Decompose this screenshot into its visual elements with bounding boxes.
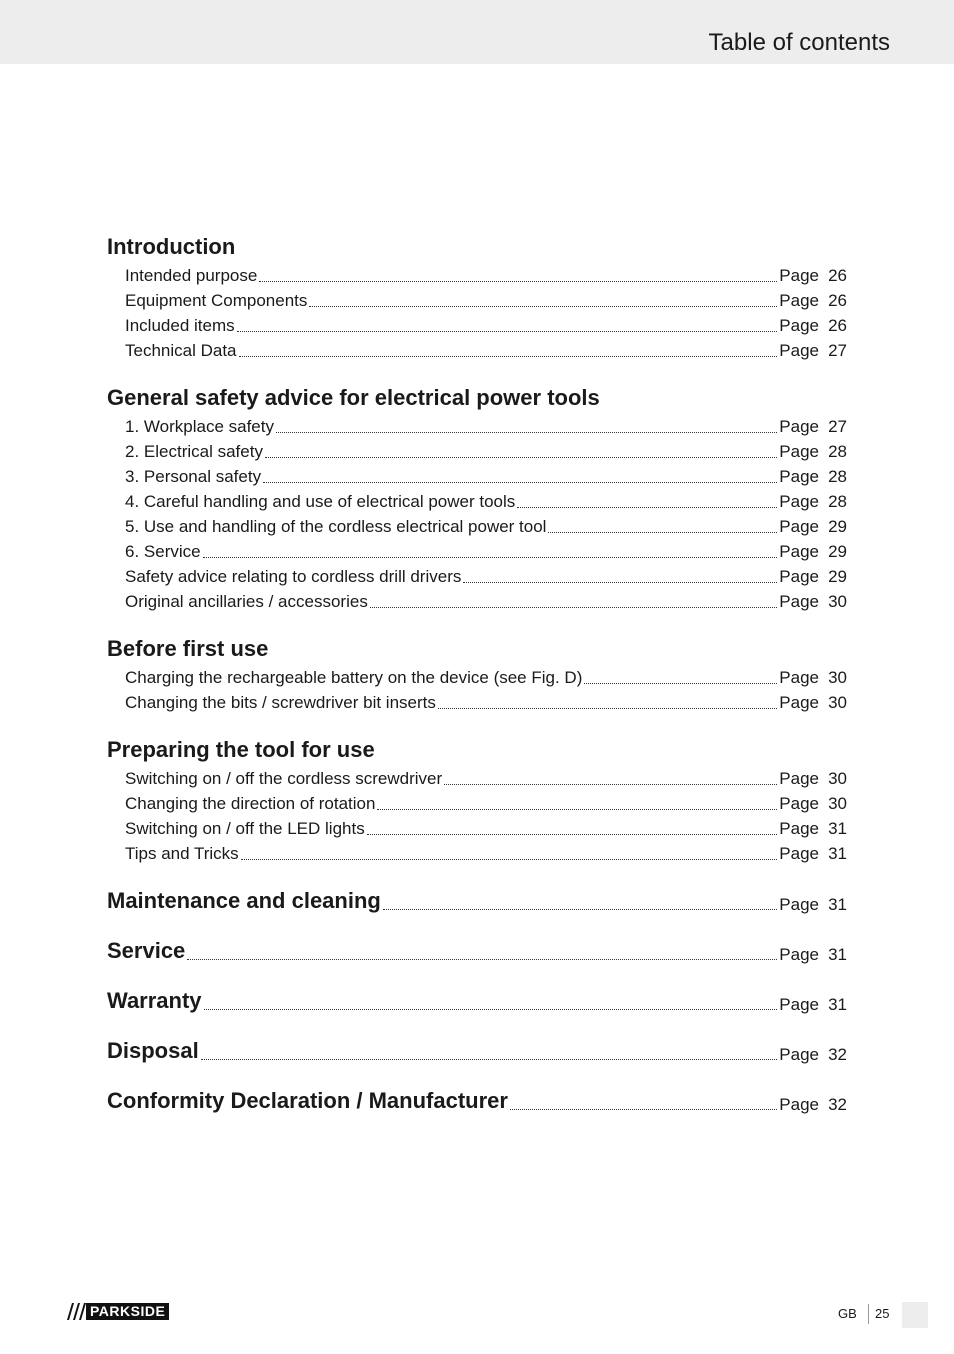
toc-entry[interactable] xyxy=(125,689,847,714)
dot-leader xyxy=(510,1109,777,1110)
toc-entry-page-word: Page xyxy=(779,769,819,788)
toc-standalone-title: Disposal xyxy=(107,1038,199,1063)
dot-leader xyxy=(444,784,777,785)
dot-leader xyxy=(259,281,777,282)
toc-entry-page-number: 30 xyxy=(828,769,847,788)
toc-section-heading: Before first use xyxy=(107,636,269,661)
dot-leader xyxy=(517,507,777,508)
toc-entry-page-number: 32 xyxy=(828,1045,847,1064)
toc-entry-page-word: Page xyxy=(779,819,819,838)
dot-leader xyxy=(203,557,778,558)
toc-entry-page-word: Page xyxy=(779,592,819,611)
toc-entry[interactable] xyxy=(125,765,847,790)
toc-entry-page-number: 30 xyxy=(828,592,847,611)
dot-leader xyxy=(241,859,778,860)
brand-logo xyxy=(64,1303,169,1320)
toc-entry-page-number: 30 xyxy=(828,794,847,813)
toc-entry-page-word: Page xyxy=(779,492,819,511)
toc-entry[interactable] xyxy=(125,438,847,463)
toc-entry-page-word: Page xyxy=(779,668,819,687)
toc-entry-page-word: Page xyxy=(779,794,819,813)
toc-entry-page-number: 29 xyxy=(828,517,847,536)
dot-leader xyxy=(187,959,777,960)
toc-standalone-entry[interactable] xyxy=(107,936,847,966)
dot-leader xyxy=(377,809,777,810)
footer-divider xyxy=(868,1304,869,1324)
toc-entry[interactable] xyxy=(125,588,847,613)
toc-entry-list xyxy=(125,413,847,613)
brand-name: PARKSIDE xyxy=(86,1303,169,1320)
dot-leader xyxy=(309,306,777,307)
toc-entry[interactable] xyxy=(125,815,847,840)
footer-page-number: 25 xyxy=(875,1306,890,1321)
toc-entry[interactable] xyxy=(125,337,847,362)
toc-entry[interactable] xyxy=(125,840,847,865)
toc-entry[interactable] xyxy=(125,664,847,689)
toc-entry-page-word: Page xyxy=(779,945,819,964)
toc-entry-page-word: Page xyxy=(779,417,819,436)
toc-standalone-entry[interactable] xyxy=(107,1036,847,1066)
toc-entry[interactable] xyxy=(125,463,847,488)
toc-section-heading: Preparing the tool for use xyxy=(107,737,375,762)
toc-entry-list xyxy=(125,765,847,865)
toc-entry-page-number: 28 xyxy=(828,492,847,511)
toc-entry-label: 3. Personal safety xyxy=(125,467,262,486)
toc-entry-label: Charging the rechargeable battery on the device (see Fig. D) xyxy=(125,668,583,687)
toc-entry-page-number: 32 xyxy=(828,1095,847,1114)
dot-leader xyxy=(201,1059,778,1060)
toc-entry-page-word: Page xyxy=(779,341,819,360)
toc-entry[interactable] xyxy=(125,413,847,438)
toc-entry-label: Included items xyxy=(125,316,235,335)
toc-entry-page-number: 27 xyxy=(828,341,847,360)
toc-entry-page-word: Page xyxy=(779,442,819,461)
toc-entry[interactable] xyxy=(125,287,847,312)
page-title: Table of contents xyxy=(708,29,890,56)
toc-entry-page-word: Page xyxy=(779,291,819,310)
toc-entry-label: 5. Use and handling of the cordless electrical power tool xyxy=(125,517,547,536)
toc-entry-page-word: Page xyxy=(779,517,819,536)
dot-leader xyxy=(367,834,778,835)
dot-leader xyxy=(237,331,778,332)
toc-entry[interactable] xyxy=(125,513,847,538)
toc-entry-page-number: 30 xyxy=(828,693,847,712)
toc-standalone-title: Maintenance and cleaning xyxy=(107,888,381,913)
toc-section-heading: Introduction xyxy=(107,234,236,259)
toc-entry-page-number: 29 xyxy=(828,542,847,561)
toc-entry-page-number: 26 xyxy=(828,266,847,285)
toc-standalone-entry[interactable] xyxy=(107,886,847,916)
toc-entry-page-word: Page xyxy=(779,266,819,285)
toc-section-heading: General safety advice for electrical power tools xyxy=(107,385,600,410)
toc-entry-page-word: Page xyxy=(779,693,819,712)
toc-entry-label: 1. Workplace safety xyxy=(125,417,274,436)
toc-entry-label: Switching on / off the LED lights xyxy=(125,819,365,838)
toc-entry-page-word: Page xyxy=(779,844,819,863)
toc-entry-page-word: Page xyxy=(779,995,819,1014)
dot-leader xyxy=(463,582,777,583)
footer-locale: GB xyxy=(838,1306,857,1321)
dot-leader xyxy=(239,356,778,357)
toc-entry[interactable] xyxy=(125,538,847,563)
toc-entry-label: Equipment Components xyxy=(125,291,308,310)
toc-entry[interactable] xyxy=(125,312,847,337)
toc-entry-page-word: Page xyxy=(779,1095,819,1114)
toc-entry-label: Switching on / off the cordless screwdriver xyxy=(125,769,443,788)
dot-leader xyxy=(548,532,777,533)
toc-entry-label: Changing the direction of rotation xyxy=(125,794,376,813)
toc-entry-list xyxy=(125,262,847,362)
toc-entry[interactable] xyxy=(125,488,847,513)
toc-standalone-entry[interactable] xyxy=(107,1086,847,1116)
toc-entry-label: Tips and Tricks xyxy=(125,844,239,863)
toc-entry-label: 2. Electrical safety xyxy=(125,442,263,461)
toc-entry-page-number: 26 xyxy=(828,291,847,310)
toc-entry-page-word: Page xyxy=(779,1045,819,1064)
toc-standalone-entry[interactable] xyxy=(107,986,847,1016)
dot-leader xyxy=(438,708,777,709)
footer-tab-marker xyxy=(902,1302,928,1328)
dot-leader xyxy=(204,1009,778,1010)
toc-entry-label: Original ancillaries / accessories xyxy=(125,592,368,611)
toc-standalone-title: Warranty xyxy=(107,988,202,1013)
toc-entry-page-number: 27 xyxy=(828,417,847,436)
toc-entry-page-word: Page xyxy=(779,467,819,486)
dot-leader xyxy=(383,909,777,910)
dot-leader xyxy=(265,457,777,458)
dot-leader xyxy=(584,683,777,684)
toc-entry-page-number: 31 xyxy=(828,995,847,1014)
slashes-icon xyxy=(64,1303,86,1320)
toc-entry-label: 4. Careful handling and use of electrical power tools xyxy=(125,492,516,511)
toc-entry[interactable] xyxy=(125,563,847,588)
toc-entry-page-word: Page xyxy=(779,895,819,914)
toc-entry-page-number: 31 xyxy=(828,844,847,863)
toc-entry-page-number: 28 xyxy=(828,467,847,486)
toc-entry-page-number: 30 xyxy=(828,668,847,687)
toc-standalone-title: Conformity Declaration / Manufacturer xyxy=(107,1088,508,1113)
toc-entry-page-number: 31 xyxy=(828,895,847,914)
toc-standalone-title: Service xyxy=(107,938,186,963)
toc-entry-page-word: Page xyxy=(779,542,819,561)
toc-entry-page-number: 31 xyxy=(828,945,847,964)
table-of-contents xyxy=(107,232,847,1136)
toc-entry-page-number: 31 xyxy=(828,819,847,838)
toc-entry-label: Intended purpose xyxy=(125,266,258,285)
toc-entry-page-number: 26 xyxy=(828,316,847,335)
toc-entry-list xyxy=(125,664,847,714)
toc-entry-page-number: 29 xyxy=(828,567,847,586)
toc-entry-label: Technical Data xyxy=(125,341,237,360)
toc-entry[interactable] xyxy=(125,790,847,815)
toc-entry-page-word: Page xyxy=(779,567,819,586)
toc-entry[interactable] xyxy=(125,262,847,287)
toc-entry-label: Safety advice relating to cordless drill drivers xyxy=(125,567,462,586)
dot-leader xyxy=(370,607,777,608)
toc-entry-label: Changing the bits / screwdriver bit inserts xyxy=(125,693,436,712)
dot-leader xyxy=(276,432,777,433)
dot-leader xyxy=(263,482,777,483)
toc-entry-page-number: 28 xyxy=(828,442,847,461)
toc-entry-label: 6. Service xyxy=(125,542,201,561)
toc-entry-page-word: Page xyxy=(779,316,819,335)
